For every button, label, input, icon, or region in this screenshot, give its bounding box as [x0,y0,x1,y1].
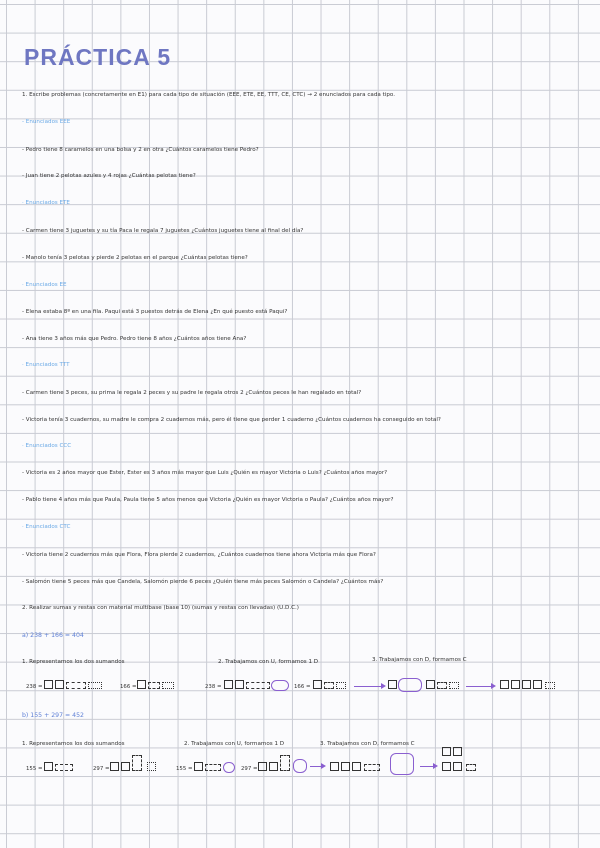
section-heading-ccc: · Enunciados CCC [22,443,72,449]
hundred-block [533,680,542,689]
ten-rods [466,764,476,771]
hundred-block [352,762,361,771]
section-heading-ete: · Enunciados ETE [22,200,70,206]
ones-units [449,682,459,689]
number-166-label: 166 = [294,684,311,690]
ten-rods [324,682,334,689]
arrow [354,686,384,687]
problem-ccc-1: - Victoria es 2 años mayor que Ester, Ester es 3 años más mayor que Luis ¿Quién es mayor Victoria o Luis? ¿Cuántos años mayor? [22,470,388,476]
task-2-text: 2. Realizar sumas y restas con material multibase (base 10) (sumas y restas con llevadas) (U.D.C.) [22,605,299,611]
problem-ete-1: - Carmen tiene 3 juguetes y su tía Paca le regala 7 juguetes ¿Cuántos juguetes tiene al final del día? [22,228,304,234]
number-238-label: 238 = [205,684,222,690]
hundred-block [330,762,339,771]
problem-ctc-1: - Victoria tiene 2 cuadernos más que Flora, Flora pierde 2 cuadernos, ¿Cuántos cuadernos tiene ahora Victoria más que Flora? [22,552,376,558]
problem-ttt-1: - Carmen tiene 3 peces, su prima le regala 2 peces y su padre le regala otros 2 ¿Cuántos peces le han regalado en total? [22,390,362,396]
hundred-block [442,762,451,771]
hundred-block [426,680,435,689]
hundred-block [500,680,509,689]
operation-a: a) 238 + 166 = 404 [22,632,84,639]
ones-units [88,682,102,689]
ones-units [162,682,174,689]
number-238-label: 238 = [26,684,43,690]
arrow [466,686,494,687]
section-heading-ttt: · Enunciados TTT [22,362,70,368]
operation-b: b) 155 + 297 = 452 [22,712,84,719]
hundred-block [388,680,397,689]
ones-units [545,682,555,689]
hundred-block [44,762,53,771]
hundred-block [453,747,462,756]
hundred-block [258,762,267,771]
hundred-block [137,680,146,689]
problem-ete-2: - Manolo tenía 3 pelotas y pierde 2 pelotas en el parque ¿Cuántas pelotas tiene? [22,255,248,261]
hundred-block [44,680,53,689]
grouped-units-circle [271,680,289,691]
step-b-2: 2. Trabajamos con U, formamos 1 D [184,741,285,747]
hundred-block [453,762,462,771]
grouped-units-circle [223,762,235,773]
ten-rods [437,682,447,689]
number-155-label: 155 = [176,766,193,772]
grouped-tens-circle [398,678,422,692]
ten-rods [364,764,380,771]
hundred-block [522,680,531,689]
hundred-block [235,680,244,689]
hundred-block [511,680,520,689]
ten-rods [66,682,86,689]
problem-eee-2: - Juan tiene 2 pelotas azules y 4 rojas ¿Cuántas pelotas tiene? [22,173,196,179]
problem-ee-2: - Ana tiene 3 años más que Pedro. Pedro tiene 8 años ¿Cuántos años tiene Ana? [22,336,247,342]
grouped-units-circle [293,759,307,773]
ten-rods [132,755,142,771]
hundred-block [269,762,278,771]
hundred-block [55,680,64,689]
arrow [420,766,436,767]
hundred-block [442,747,451,756]
ten-rods [246,682,270,689]
number-297-label: 297 = [241,766,258,772]
problem-ctc-2: - Salomón tiene 5 peces más que Candela, Salomón pierde 6 peces ¿Quién tiene más peces Salomón o Candela? ¿Cuántos más? [22,579,384,585]
number-155-label: 155 = [26,766,43,772]
ones-units [147,762,156,771]
hundred-block [194,762,203,771]
ten-rods [280,755,290,771]
hundred-block [224,680,233,689]
intro-text: 1. Escribe problemas (concretamente en E1) para cada tipo de situación (EEE, ETE, EE, TTT, CE, CTC) → 2 enunciados para cada tipo. [22,92,395,98]
problem-ee-1: - Elena estaba 8º en una fila. Paqui está 3 puestos detrás de Elena ¿En qué puesto está Paqui? [22,309,288,315]
page-title: PRÁCTICA 5 [24,44,172,70]
grouped-tens-circle [390,753,414,775]
arrow [310,766,324,767]
section-heading-ctc: · Enunciados CTC [22,524,71,530]
number-166-label: 166 = [120,684,137,690]
number-297-label: 297 = [93,766,110,772]
step-a-1: 1. Representamos los dos sumandos [22,659,125,665]
ten-rods [205,764,221,771]
problem-ccc-2: - Pablo tiene 4 años más que Paula, Paula tiene 5 años menos que Victoria ¿Quién es mayor Victoria o Paula? ¿Cuántos años mayor? [22,497,394,503]
hundred-block [121,762,130,771]
hundred-block [341,762,350,771]
hundred-block [313,680,322,689]
section-heading-eee: - Enunciados EEE [22,119,71,125]
ones-units [336,682,346,689]
problem-eee-1: - Pedro tiene 8 caramelos en una bolsa y 2 en otra ¿Cuántos caramelos tiene Pedro? [22,147,259,153]
step-b-3: 3. Trabajamos con D, formamos C [320,741,415,747]
step-a-3: 3. Trabajamos con D, formamos C [372,657,467,663]
ten-rods [148,682,160,689]
hundred-block [110,762,119,771]
step-b-1: 1. Representamos los dos sumandos [22,741,125,747]
section-heading-ee: · Enunciados EE [22,282,67,288]
problem-ttt-2: - Victoria tenía 3 cuadernos, su madre le compra 2 cuadernos más, pero él tiene que perder 1 cuaderno ¿Cuántos cuadernos ha conseguido en total? [22,417,441,423]
step-a-2: 2. Trabajamos con U, formamos 1 D [218,659,319,665]
ten-rods [55,764,73,771]
